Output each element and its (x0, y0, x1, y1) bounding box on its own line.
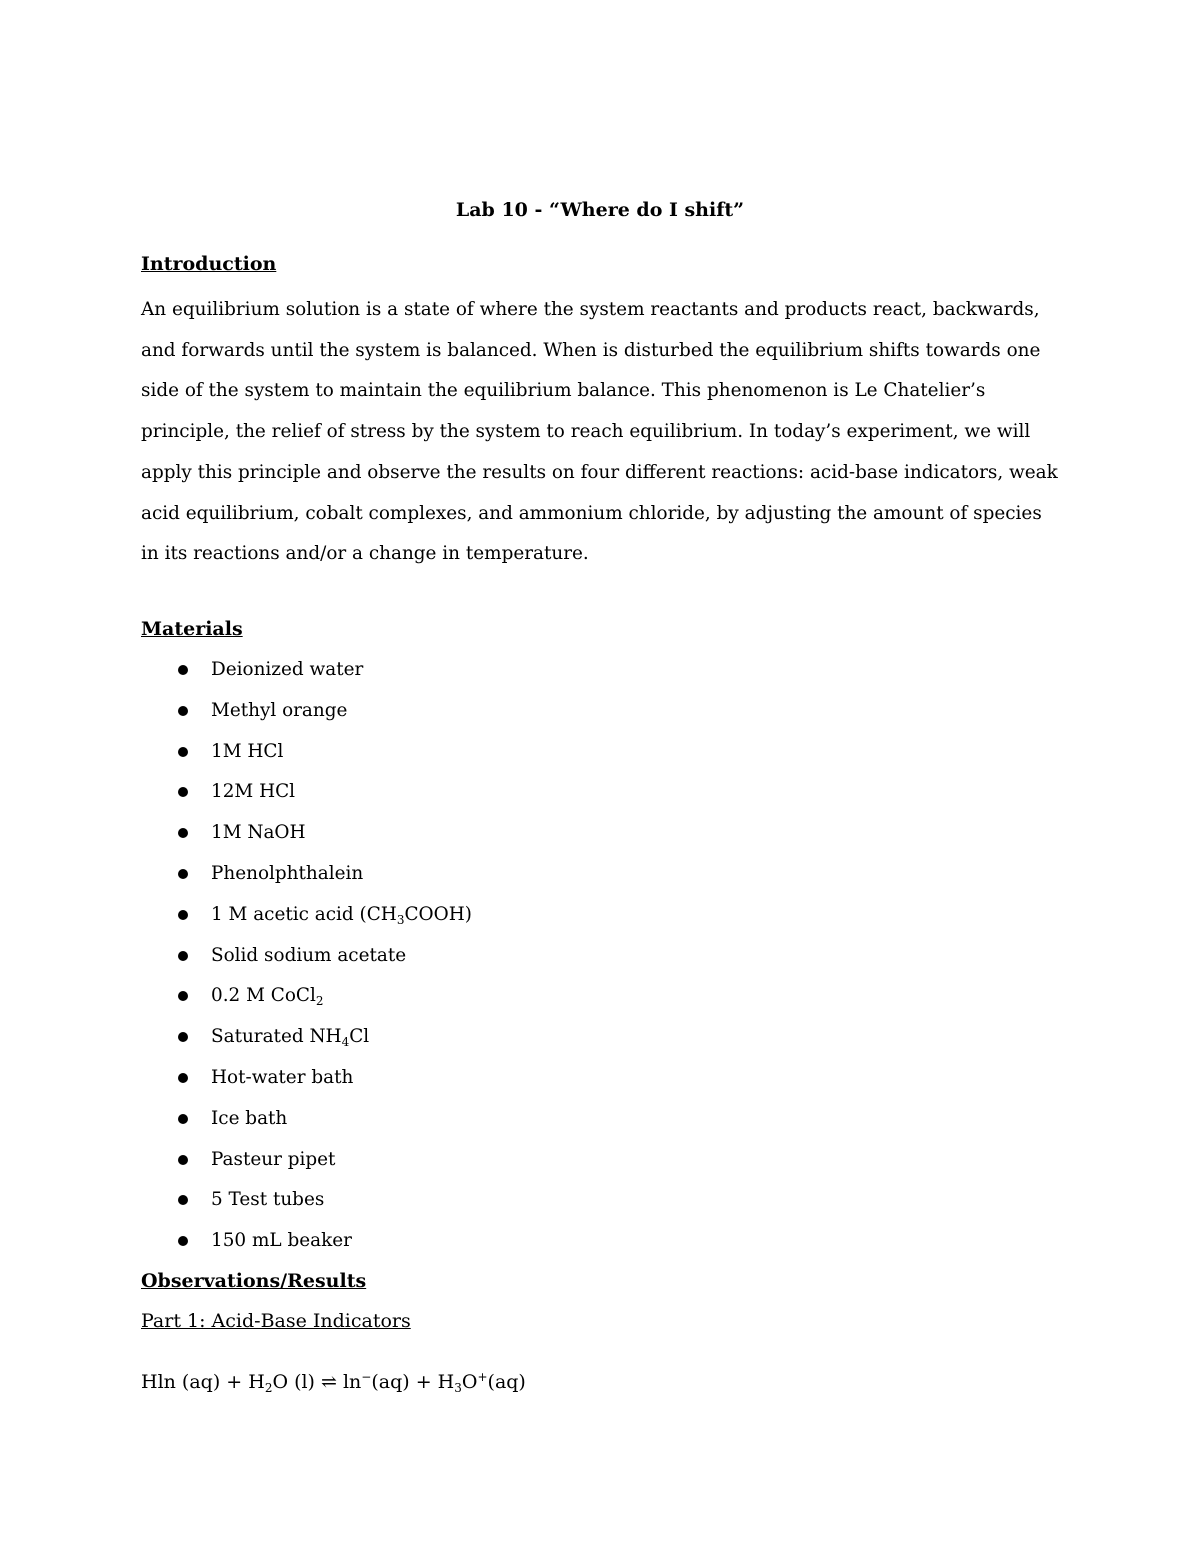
materials-list-item: Ice bath (141, 1104, 472, 1145)
materials-list-item: Hot-water bath (141, 1063, 472, 1104)
materials-list-item: 1M NaOH (141, 818, 472, 859)
bullet-icon (178, 706, 188, 716)
introduction-paragraph (141, 290, 1071, 575)
materials-list-item: Solid sodium acetate (141, 941, 472, 982)
introduction-line: apply this principle and observe the results on four different reactions: acid-base indicators, weak (141, 461, 1058, 483)
materials-list-item: 150 mL beaker (141, 1226, 472, 1267)
part1-heading: Part 1: Acid-Base Indicators (141, 1310, 411, 1332)
introduction-line: principle, the relief of stress by the system to reach equilibrium. In today’s experiment, we will (141, 421, 1031, 443)
bullet-icon (178, 1236, 188, 1246)
observations-heading: Observations/Results (141, 1270, 367, 1292)
bullet-icon (178, 665, 188, 675)
introduction-line: side of the system to maintain the equilibrium balance. This phenomenon is Le Chatelier’s (141, 380, 986, 402)
bullet-icon (178, 1195, 188, 1205)
introduction-line: acid equilibrium, cobalt complexes, and ammonium chloride, by adjusting the amount of species (141, 502, 1042, 524)
introduction-line: and forwards until the system is balanced. When is disturbed the equilibrium shifts towards one (141, 339, 1041, 361)
materials-list-item: 1M HCl (141, 737, 472, 778)
bullet-icon (178, 910, 188, 920)
bullet-icon (178, 991, 188, 1001)
materials-list-item: Methyl orange (141, 696, 472, 737)
introduction-heading: Introduction (141, 253, 277, 275)
bullet-icon (178, 828, 188, 838)
bullet-icon (178, 1073, 188, 1083)
materials-list-item: Pasteur pipet (141, 1145, 472, 1186)
bullet-icon (178, 1114, 188, 1124)
bullet-icon (178, 1032, 188, 1042)
bullet-icon (178, 787, 188, 797)
page-title: Lab 10 - “Where do I shift” (455, 199, 745, 221)
bullet-icon (178, 869, 188, 879)
bullet-icon (178, 951, 188, 961)
materials-list-item: Saturated $NH_4Cl$ (141, 1022, 472, 1063)
materials-list-item: 12M HCl (141, 777, 472, 818)
materials-list-item: Deionized water (141, 655, 472, 696)
bullet-icon (178, 1155, 188, 1165)
materials-list-item: 0.2 M CoCl$_2$ (141, 981, 472, 1022)
bullet-icon (178, 747, 188, 757)
introduction-line: An equilibrium solution is a state of where the system reactants and products react, backwards, (141, 299, 1040, 320)
materials-list-item: Phenolphthalein (141, 859, 472, 900)
introduction-line: in its reactions and/or a change in temperature. (141, 543, 589, 565)
materials-list (141, 655, 472, 1267)
materials-list-item: 1 M acetic acid $(CH_3COOH)$ (141, 900, 472, 941)
materials-list-item: 5 Test tubes (141, 1185, 472, 1226)
materials-heading: Materials (141, 618, 243, 640)
indicator-equation: Hln $(aq) + H_2O$ (l) ⇌ $\ln^-(aq) + H_3O^+(aq)$ (141, 1370, 526, 1395)
